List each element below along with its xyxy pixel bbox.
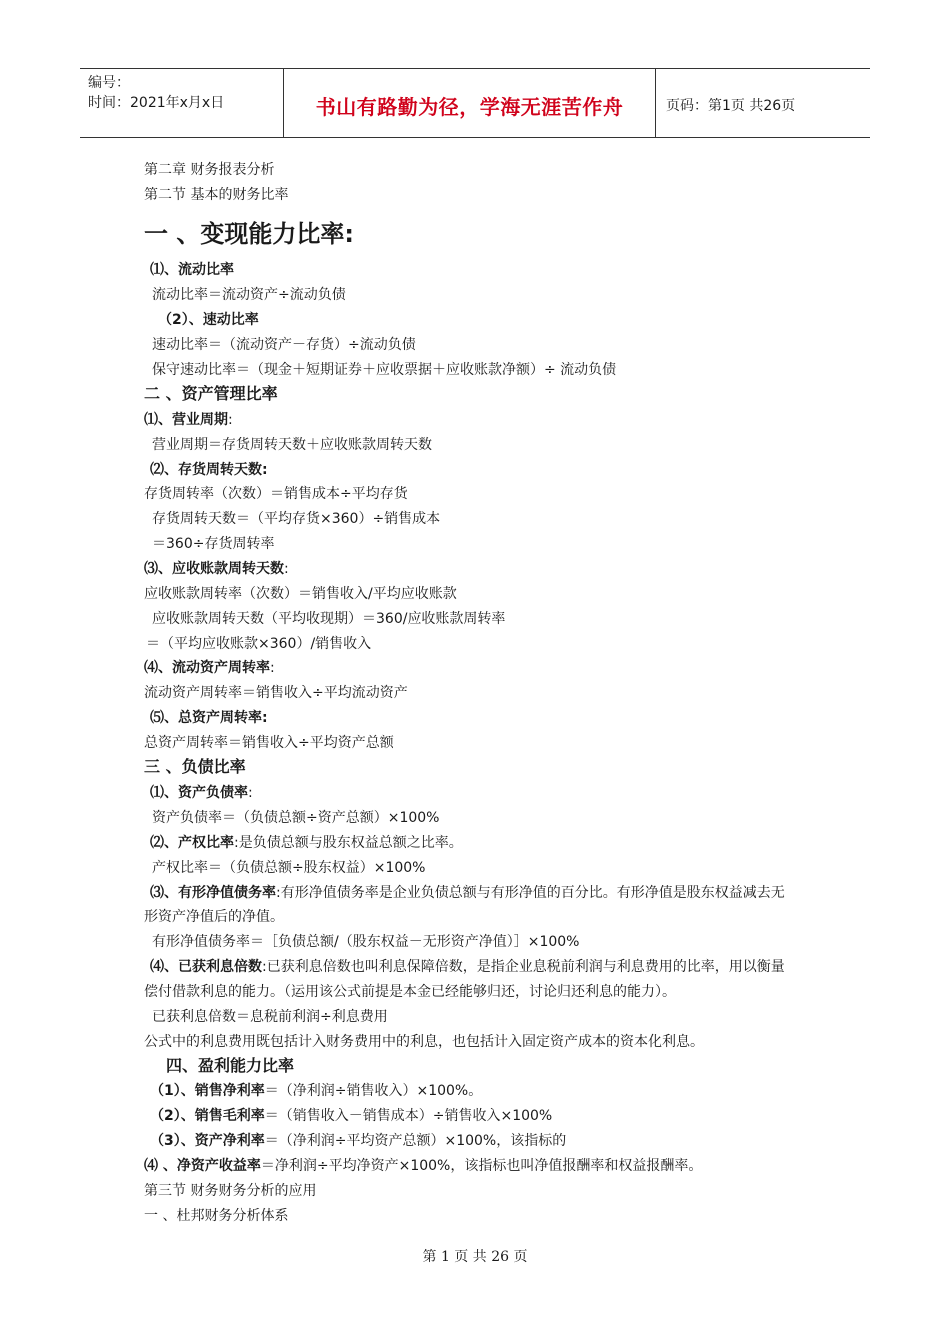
subheading-current-ratio <box>150 260 234 280</box>
formula-line <box>152 335 416 355</box>
line-text: 流动资产周转率＝销售收入÷平均流动资产 <box>144 685 408 701</box>
formula-roa <box>150 1131 566 1151</box>
line-text: ⑸、总资产周转率: <box>150 710 268 726</box>
subheading-tangible-net-worth <box>150 883 785 903</box>
doc-date-label: 时间：2021年x月x日 <box>88 95 225 111</box>
paragraph-line <box>144 982 676 1002</box>
line-text: 第三节 财务财务分析的应用 <box>144 1183 317 1199</box>
header-motto: 书山有路勤为径，学海无涯苦作舟 <box>315 94 624 119</box>
subheading-total-asset-turnover <box>150 708 268 728</box>
line-text: ＝（销售收入－销售成本）÷销售收入×100% <box>264 1108 553 1124</box>
line-text: 应收账款周转天数（平均收现期）＝360/应收账款周转率 <box>152 611 506 627</box>
line-text: 公式中的利息费用既包括计入财务费用中的利息，也包括计入固定资产成本的资本化利息。 <box>144 1034 704 1050</box>
line-text: ⑷、流动资产周转率 <box>144 660 270 676</box>
line-text: ＝（净利润÷销售收入）×100%。 <box>264 1083 483 1099</box>
line-text: ⑴、营业周期 <box>144 412 228 428</box>
formula-line <box>152 435 432 455</box>
formula-line <box>144 683 408 703</box>
subheading-inventory-days <box>150 460 268 480</box>
line-text: : <box>248 785 253 801</box>
paragraph-line <box>144 1032 704 1052</box>
line-text: （2）、速动比率 <box>158 312 259 328</box>
heading-liquidity-ratios <box>144 219 354 249</box>
line-text: ＝净利润÷平均净资产×100%，该指标也叫净值报酬率和权益报酬率。 <box>260 1158 703 1174</box>
doc-number-label: 编号： <box>88 75 130 91</box>
line-text: ⑵、产权比率 <box>150 835 234 851</box>
formula-line <box>152 534 274 554</box>
formula-line <box>152 808 439 828</box>
line-text: : <box>284 561 289 577</box>
header-page-cell <box>656 69 870 137</box>
page-header <box>80 68 870 138</box>
line-text: 四、盈利能力比率 <box>166 1056 295 1075</box>
formula-line <box>152 360 616 380</box>
formula-net-profit-margin <box>150 1081 482 1101</box>
line-text: 一 、杜邦财务分析体系 <box>144 1208 289 1224</box>
subheading-equity-ratio <box>150 833 463 853</box>
line-text: 产权比率＝（负债总额÷股东权益）×100% <box>152 860 426 876</box>
formula-line <box>152 609 505 629</box>
formula-line <box>144 733 394 753</box>
subheading-receivables-days <box>144 559 289 579</box>
header-meta-cell <box>80 69 283 137</box>
formula-line <box>152 509 440 529</box>
header-motto-cell <box>283 69 656 137</box>
section-title <box>144 185 288 205</box>
subheading-debt-ratio <box>150 783 253 803</box>
formula-line <box>152 1007 388 1027</box>
line-text: 应收账款周转率（次数）＝销售收入/平均应收账款 <box>144 586 457 602</box>
formula-roe <box>144 1156 702 1176</box>
subheading-current-asset-turnover <box>144 658 275 678</box>
line-text: 一 、变现能力比率: <box>144 220 354 248</box>
line-text: 第二章 财务报表分析 <box>144 162 275 178</box>
line-text: ＝360÷存货周转率 <box>152 536 275 552</box>
line-text: 资产负债率＝（负债总额÷资产总额）×100% <box>152 810 440 826</box>
line-text: （2）、销售毛利率 <box>150 1108 265 1124</box>
subheading-operating-cycle <box>144 410 233 430</box>
section-title <box>144 1181 316 1201</box>
formula-line <box>152 285 346 305</box>
line-text: :有形净值债务率是企业负债总额与有形净值的百分比。有形净值是股东权益减去无 <box>276 885 785 901</box>
footer-page-number: 第 1 页 共 26 页 <box>422 1249 528 1265</box>
line-text: 第二节 基本的财务比率 <box>144 187 289 203</box>
line-text: :已获利息倍数也叫利息保障倍数，是指企业息税前利润与利息费用的比率，用以衡量 <box>262 959 785 975</box>
paragraph-line <box>144 907 284 927</box>
heading-profitability <box>166 1056 294 1076</box>
heading-debt-ratios <box>144 757 246 777</box>
line-text: :是负债总额与股东权益总额之比率。 <box>234 835 463 851</box>
subheading-quick-ratio <box>158 310 259 330</box>
formula-gross-margin <box>150 1106 552 1126</box>
line-text: 营业周期＝存货周转天数＋应收账款周转天数 <box>152 437 432 453</box>
line-text: ＝（净利润÷平均资产总额）×100%，该指标的 <box>264 1133 567 1149</box>
heading-asset-management <box>144 384 278 404</box>
line-text: ⑴、流动比率 <box>150 262 234 278</box>
line-text: 存货周转率（次数）＝销售成本÷平均存货 <box>144 486 408 502</box>
line-text: 保守速动比率＝（现金＋短期证券＋应收票据＋应收账款净额）÷ 流动负债 <box>152 362 617 378</box>
line-text: 总资产周转率＝销售收入÷平均资产总额 <box>144 735 394 751</box>
page-footer <box>0 1246 950 1266</box>
formula-line <box>152 858 426 878</box>
line-text: ＝（平均应收账款×360）/销售收入 <box>146 636 372 652</box>
subheading-times-interest-earned <box>150 957 785 977</box>
formula-line <box>144 584 457 604</box>
line-text: ⑶、应收账款周转天数 <box>144 561 284 577</box>
line-text: 偿付借款利息的能力。（运用该公式前提是本金已经能够归还，讨论归还利息的能力）。 <box>144 984 676 1000</box>
line-text: 三 、负债比率 <box>144 757 246 776</box>
chapter-title <box>144 160 274 180</box>
line-text: : <box>228 412 233 428</box>
line-text: 二 、资产管理比率 <box>144 384 278 403</box>
line-text: : <box>270 660 275 676</box>
line-text: ⑷、已获利息倍数 <box>150 959 262 975</box>
line-text: （1）、销售净利率 <box>150 1083 265 1099</box>
line-text: 流动比率＝流动资产÷流动负债 <box>152 287 346 303</box>
line-text: 形资产净值后的净值。 <box>144 909 284 925</box>
formula-line <box>152 932 579 952</box>
line-text: 有形净值债务率＝［负债总额/（股东权益－无形资产净值）］×100% <box>152 934 580 950</box>
line-text: 存货周转天数＝（平均存货×360）÷销售成本 <box>152 511 441 527</box>
formula-line <box>144 484 408 504</box>
formula-line <box>146 634 371 654</box>
line-text: 已获利息倍数＝息税前利润÷利息费用 <box>152 1009 388 1025</box>
header-page-info: 页码：第1页 共26页 <box>666 98 796 114</box>
line-text: ⑵、存货周转天数: <box>150 462 268 478</box>
line-text: ⑴、资产负债率 <box>150 785 248 801</box>
line-text: ⑶、有形净值债务率 <box>150 885 276 901</box>
subsection-title <box>144 1206 288 1226</box>
line-text: （3）、资产净利率 <box>150 1133 265 1149</box>
line-text: 速动比率＝（流动资产－存货）÷流动负债 <box>152 337 416 353</box>
line-text: ⑷ 、净资产收益率 <box>144 1158 261 1174</box>
